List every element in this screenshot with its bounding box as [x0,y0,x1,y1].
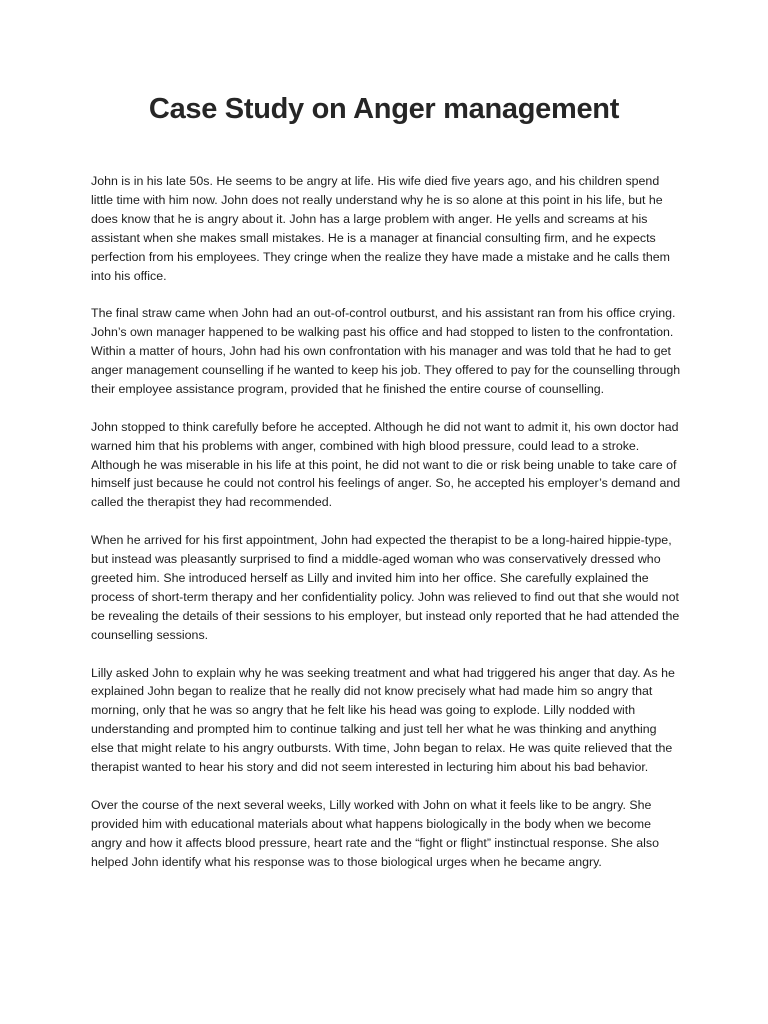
document-title: Case Study on Anger management [148,93,620,125]
paragraph-5: Lilly asked John to explain why he was seeking treatment and what had triggered his anger that day. As he explained John began to realize that he really did not know precisely what had made him so angry that morning, only that he was so angry that he felt like his head was going to explode. Lilly nodded with understanding and prompted him to continue talking and just tell her what he was thinking and anything else that might relate to his angry outbursts. With time, John began to relax. He was quite relieved that the therapist wanted to hear his story and did not seem interested in lecturing him about his bad behavior. [91,665,675,775]
paragraph-4: When he arrived for his first appointment, John had expected the therapist to be a long-haired hippie-type, but instead was pleasantly surprised to find a middle-aged woman who was conservatively dressed who greeted him. She introduced herself as Lilly and invited him into her office. She carefully explained the process of short-term therapy and her confidentiality policy. John was relieved to find out that she would not be revealing the details of their sessions to his employer, but instead only reported that he had attended the counselling sessions. [91,533,680,642]
paragraph-3: John stopped to think carefully before he accepted. Although he did not want to admit it, his own doctor had warned him that his problems with anger, combined with high blood pressure, could lead to a stroke. Although he was miserable in his life at this point, he did not want to die or risk being unable to take care of himself just because he could not control his feelings of anger. So, he accepted his employer’s demand and called the therapist they had recommended. [91,419,681,510]
paragraph-1: John is in his late 50s. He seems to be angry at life. His wife died five years ago, and his children spend little time with him now. John does not really understand why he is so alone at this point in his life, but he does know that he is angry about it. John has a large problem with anger. He yells and screams at his assistant when she makes small mistakes. He is a manager at financial consulting firm, and he expects perfection from his employees. They cringe when the realize they have made a mistake and he calls them into his office. [91,174,670,283]
paragraph-6: Over the course of the next several weeks, Lilly worked with John on what it feels like to be angry. She provided him with educational materials about what happens biologically in the body when we become angry and how it affects blood pressure, heart rate and the “fight or flight” instinctual response. She also helped John identify what his response was to those biological urges when he became angry. [91,797,660,869]
document-body [91,172,681,890]
paragraph-2: The final straw came when John had an out-of-control outburst, and his assistant ran from his office crying. John’s own manager happened to be walking past his office and had stopped to listen to the confrontation. Within a matter of hours, John had his own confrontation with his manager and was told that he had to get anger management counselling if he wanted to keep his job. They offered to pay for the counselling through their employee assistance program, provided that he finished the entire course of counselling. [91,306,681,396]
